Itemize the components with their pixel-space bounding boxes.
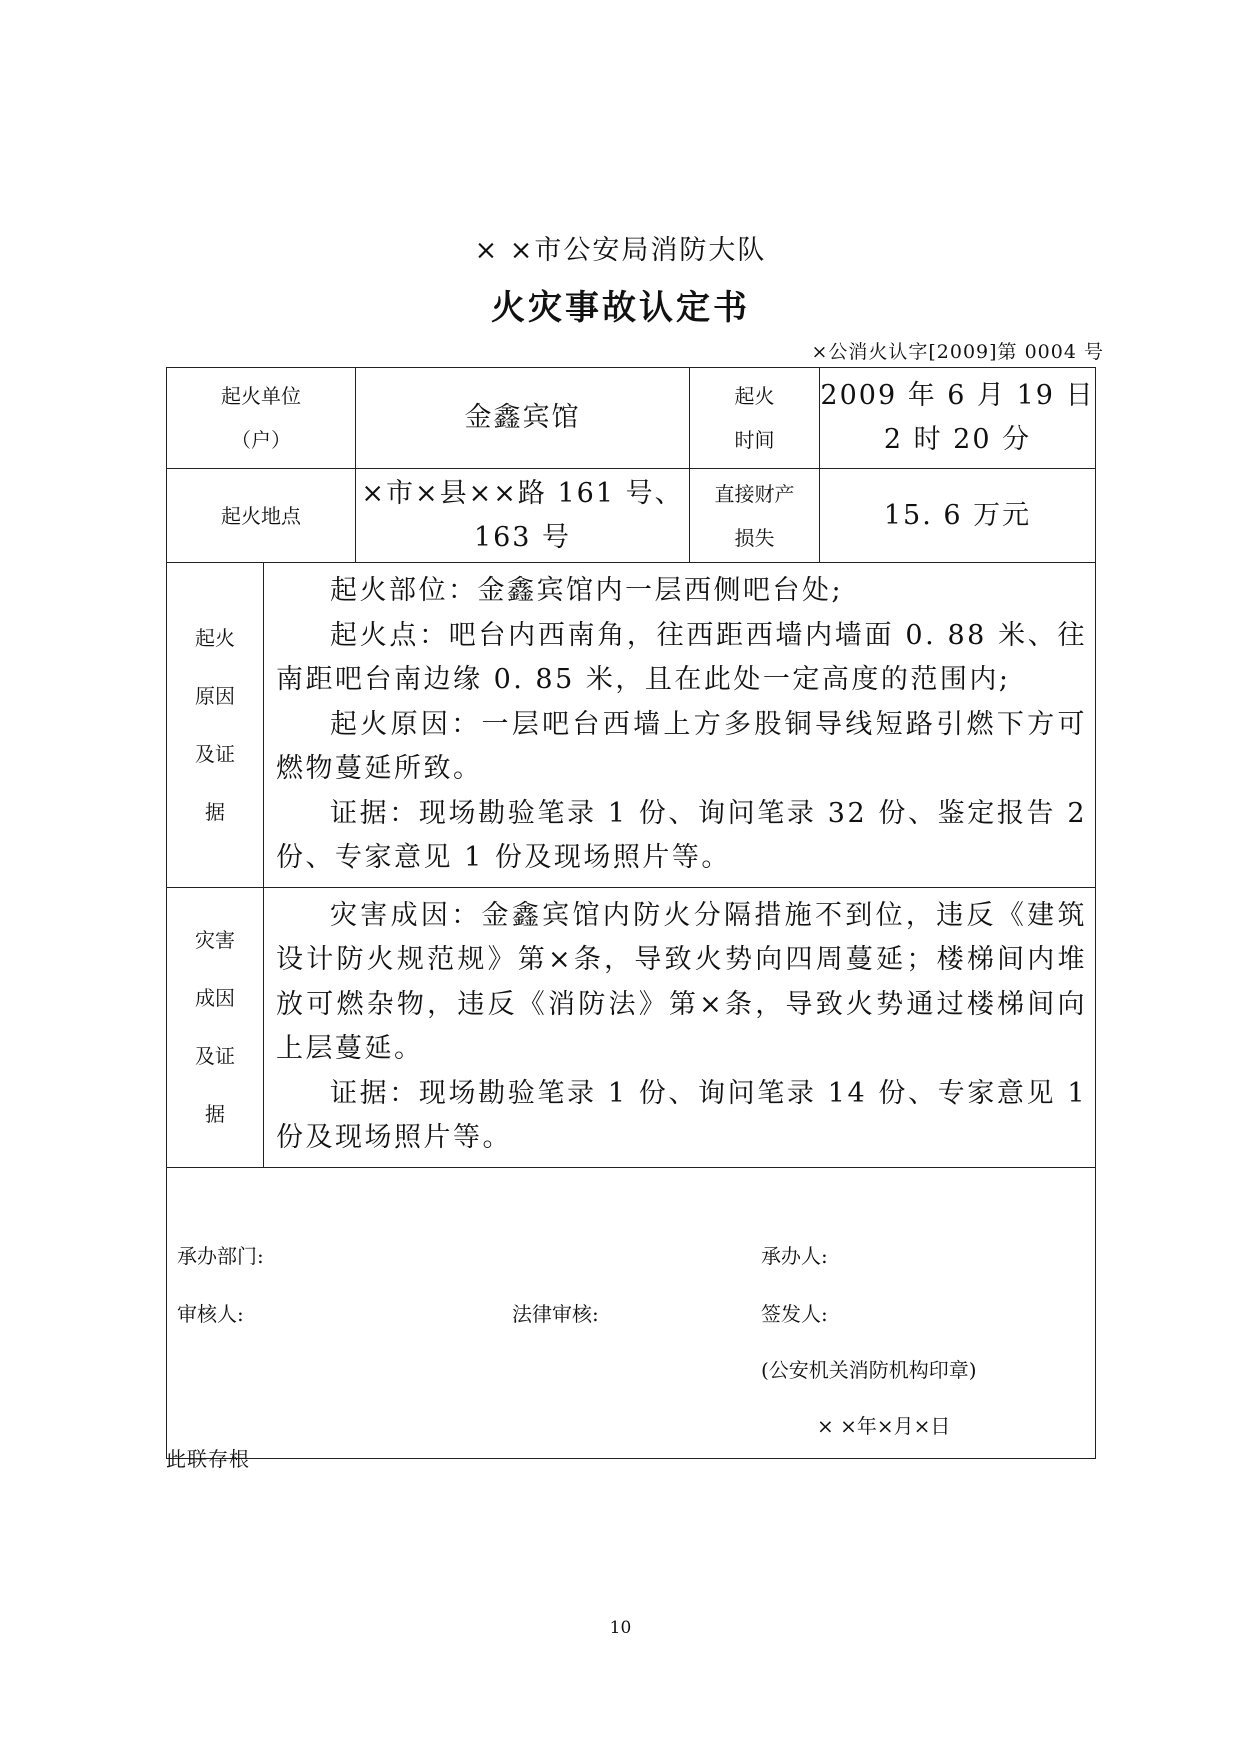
disaster-cause-label-4: 据 [205,1102,225,1126]
signature-row [167,1167,1096,1458]
disaster-cause-label-cell [167,887,264,1167]
fire-cause-label-1: 起火 [195,625,235,650]
fire-time-date: 2009 年 6 月 19 日 [820,380,1095,411]
fire-origin-part: 起火部位：金鑫宾馆内一层西侧吧台处; [330,575,844,606]
fire-cause-label-4: 据 [205,799,225,824]
legal-reviewer: 法律审核: [512,1301,599,1326]
fire-unit-label-cell [167,368,356,469]
reviewer: 审核人: [177,1301,244,1326]
property-loss-value: 15. 6 万元 [820,469,1096,563]
fire-location-value-cell [356,469,690,563]
fire-cause-label-2: 原因 [195,683,235,708]
signature-cell [167,1167,1096,1458]
fire-origin-point: 起火点：吧台内西南角，往西距西墙内墙面 0. 88 米、往南距吧台南边缘 0. 85 米，且在此处一定高度的范围内; [276,619,1087,695]
fire-cause-evidence: 证据：现场勘验笔录 1 份、询问笔录 32 份、鉴定报告 2 份、专家意见 1 份及现场照片等。 [276,797,1087,873]
fire-cause-content [264,563,1096,888]
disaster-cause-content [264,887,1096,1167]
document-title: 火灾事故认定书 [491,288,750,328]
signature-block [167,1168,1095,1458]
disaster-cause-row [167,887,1096,1167]
fire-location-row [167,469,1096,563]
fire-unit-label-line1: 起火单位 [221,384,301,408]
fire-cause-label-cell [167,563,264,888]
fire-cause-text: 起火原因：一层吧台西墙上方多股铜导线短路引燃下方可燃物蔓延所致。 [276,708,1087,784]
fire-time-label-line2: 时间 [734,428,775,452]
disaster-cause-label-2: 成因 [195,986,235,1010]
disaster-cause-evidence: 证据：现场勘验笔录 1 份、询问笔录 14 份、专家意见 1 份及现场照片等。 [276,1077,1087,1153]
issuing-organization: × ×市公安局消防大队 [474,235,767,266]
handler: 承办人: [761,1243,828,1268]
disaster-cause-label-3: 及证 [195,1044,235,1068]
fire-unit-label-line2: （户） [231,428,291,452]
fire-cause-row [167,563,1096,888]
property-loss-label-line2: 损失 [734,525,775,550]
disaster-cause-label-1: 灾害 [195,928,235,952]
fire-location-line1: ×市×县××路 161 号、 [361,477,684,509]
fire-time-clock: 2 时 20 分 [883,424,1032,455]
disaster-cause-text: 灾害成因：金鑫宾馆内防火分隔措施不到位，违反《建筑设计防火规范规》第×条，导致火势向四周蔓延；楼梯间内堆放可燃杂物，违反《消防法》第×条，导致火势通过楼梯间向上层蔓延。 [276,899,1087,1064]
property-loss-label-cell [690,469,820,563]
page-number: 10 [609,1618,632,1638]
fire-time-value-cell [820,368,1096,469]
stub-note: 此联存根 [166,1447,250,1471]
fire-location-label: 起火地点 [167,469,356,563]
fire-unit-row [167,368,1096,469]
fire-time-label-cell [690,368,820,469]
official-seal-note: (公安机关消防机构印章) [761,1357,977,1382]
handling-department: 承办部门: [177,1243,264,1268]
document-number: ×公消火认字[2009]第 0004 号 [811,341,1104,363]
fire-unit-value: 金鑫宾馆 [356,368,690,469]
property-loss-label-line1: 直接财产 [714,481,795,506]
issuer: 签发人: [761,1301,828,1326]
fire-location-line2: 163 号 [473,521,572,553]
fire-time-label-line1: 起火 [734,384,775,408]
issue-date: × ×年×月×日 [817,1413,951,1438]
fire-cause-label-3: 及证 [195,741,235,766]
fire-accident-form [166,367,1096,1459]
